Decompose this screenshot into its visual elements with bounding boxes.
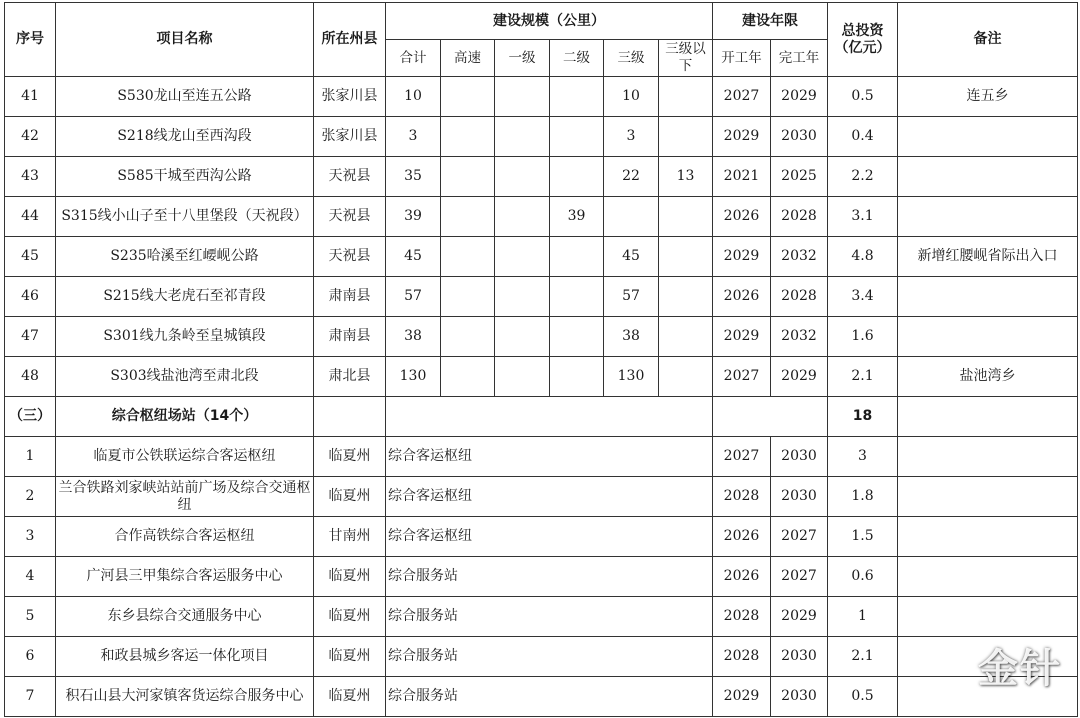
- row-seq: 2: [5, 477, 56, 517]
- row-remark: [898, 197, 1078, 237]
- row-investment: 0.6: [828, 557, 898, 597]
- row-project-name: S530龙山至连五公路: [56, 77, 314, 117]
- row-seq: 41: [5, 77, 56, 117]
- row-investment: 2.1: [828, 637, 898, 677]
- table-row: [5, 317, 1078, 357]
- row-below3-km: 13: [659, 157, 713, 197]
- row-end-year: 2028: [771, 277, 828, 317]
- row-end-year: 2029: [771, 597, 828, 637]
- row-seq: 5: [5, 597, 56, 637]
- row-grade2-km: [550, 117, 604, 157]
- row-project-name: S301线九条岭至皇城镇段: [56, 317, 314, 357]
- row-county: 天祝县: [314, 157, 386, 197]
- table-row: [5, 477, 1078, 517]
- subheader-grade2: 二级: [550, 40, 604, 77]
- row-remark: 连五乡: [898, 77, 1078, 117]
- row-total-km: 130: [386, 357, 441, 397]
- row-expressway-km: [441, 357, 495, 397]
- subheader-end: 完工年: [771, 40, 828, 77]
- row-seq: 3: [5, 517, 56, 557]
- row-below3-km: [659, 317, 713, 357]
- row-county: 临夏州: [314, 677, 386, 717]
- header-scale: 建设规模（公里）: [386, 3, 713, 40]
- row-county: 张家川县: [314, 117, 386, 157]
- row-start-year: 2028: [713, 637, 771, 677]
- row-total-km: 57: [386, 277, 441, 317]
- row-scale: 综合客运枢纽: [386, 437, 713, 477]
- row-below3-km: [659, 357, 713, 397]
- header-years: 建设年限: [713, 3, 828, 40]
- row-project-name: 合作高铁综合客运枢纽: [56, 517, 314, 557]
- row-grade3-km: 22: [604, 157, 659, 197]
- header-remark: 备注: [898, 3, 1078, 77]
- row-total-km: 38: [386, 317, 441, 357]
- section-years: [713, 397, 828, 437]
- subheader-grade1: 一级: [495, 40, 550, 77]
- row-expressway-km: [441, 157, 495, 197]
- row-project-name: S315线小山子至十八里堡段（天祝段）: [56, 197, 314, 237]
- row-grade1-km: [495, 317, 550, 357]
- row-remark: [898, 557, 1078, 597]
- row-total-km: 3: [386, 117, 441, 157]
- row-county: 甘南州: [314, 517, 386, 557]
- row-start-year: 2027: [713, 357, 771, 397]
- row-start-year: 2026: [713, 197, 771, 237]
- row-end-year: 2032: [771, 317, 828, 357]
- row-grade1-km: [495, 197, 550, 237]
- row-grade3-km: 57: [604, 277, 659, 317]
- table-row: [5, 437, 1078, 477]
- row-project-name: S215线大老虎石至祁青段: [56, 277, 314, 317]
- row-start-year: 2029: [713, 317, 771, 357]
- table-row: [5, 557, 1078, 597]
- row-remark: [898, 317, 1078, 357]
- table-body: [5, 3, 1078, 717]
- subheader-below3: 三级以下: [659, 40, 713, 77]
- row-end-year: 2030: [771, 477, 828, 517]
- subheader-total: 合计: [386, 40, 441, 77]
- row-grade1-km: [495, 157, 550, 197]
- row-county: 肃南县: [314, 317, 386, 357]
- row-grade2-km: [550, 77, 604, 117]
- header-row: [5, 3, 1078, 40]
- row-county: 临夏州: [314, 637, 386, 677]
- row-remark: [898, 597, 1078, 637]
- row-grade2-km: [550, 357, 604, 397]
- row-start-year: 2029: [713, 117, 771, 157]
- row-project-name: 兰合铁路刘家峡站站前广场及综合交通枢纽: [56, 477, 314, 517]
- row-project-name: S585干城至西沟公路: [56, 157, 314, 197]
- section-remark: [898, 397, 1078, 437]
- row-start-year: 2026: [713, 277, 771, 317]
- table-row: [5, 357, 1078, 397]
- row-investment: 3: [828, 437, 898, 477]
- row-grade2-km: [550, 157, 604, 197]
- row-remark: [898, 477, 1078, 517]
- header-county: 所在州县: [314, 3, 386, 77]
- row-county: 临夏州: [314, 597, 386, 637]
- row-county: 临夏州: [314, 557, 386, 597]
- row-seq: 43: [5, 157, 56, 197]
- row-seq: 42: [5, 117, 56, 157]
- row-project-name: S218线龙山至西沟段: [56, 117, 314, 157]
- row-investment: 1: [828, 597, 898, 637]
- header-investment: 总投资（亿元）: [828, 3, 898, 77]
- row-end-year: 2028: [771, 197, 828, 237]
- table-row: [5, 597, 1078, 637]
- row-expressway-km: [441, 197, 495, 237]
- table-row: [5, 237, 1078, 277]
- row-grade2-km: 39: [550, 197, 604, 237]
- section-title: 综合枢纽场站（14个）: [56, 397, 314, 437]
- row-remark: 新增红腰岘省际出入口: [898, 237, 1078, 277]
- row-grade1-km: [495, 77, 550, 117]
- subheader-start: 开工年: [713, 40, 771, 77]
- row-end-year: 2029: [771, 77, 828, 117]
- row-grade3-km: 3: [604, 117, 659, 157]
- row-project-name: 积石山县大河家镇客货运综合服务中心: [56, 677, 314, 717]
- row-start-year: 2026: [713, 557, 771, 597]
- row-investment: 3.4: [828, 277, 898, 317]
- row-seq: 47: [5, 317, 56, 357]
- row-remark: [898, 157, 1078, 197]
- row-total-km: 45: [386, 237, 441, 277]
- table-row: [5, 677, 1078, 717]
- table-row: [5, 157, 1078, 197]
- table-row: [5, 277, 1078, 317]
- row-seq: 44: [5, 197, 56, 237]
- row-grade1-km: [495, 237, 550, 277]
- row-grade3-km: 130: [604, 357, 659, 397]
- row-expressway-km: [441, 117, 495, 157]
- row-total-km: 10: [386, 77, 441, 117]
- row-end-year: 2027: [771, 557, 828, 597]
- row-scale: 综合客运枢纽: [386, 517, 713, 557]
- row-start-year: 2027: [713, 437, 771, 477]
- row-investment: 1.5: [828, 517, 898, 557]
- row-end-year: 2030: [771, 117, 828, 157]
- row-project-name: S303线盐池湾至肃北段: [56, 357, 314, 397]
- subheader-expressway: 高速: [441, 40, 495, 77]
- row-investment: 2.1: [828, 357, 898, 397]
- row-end-year: 2029: [771, 357, 828, 397]
- row-county: 天祝县: [314, 237, 386, 277]
- row-grade2-km: [550, 317, 604, 357]
- row-seq: 4: [5, 557, 56, 597]
- table-row: [5, 117, 1078, 157]
- row-start-year: 2027: [713, 77, 771, 117]
- row-remark: [898, 437, 1078, 477]
- row-scale: 综合服务站: [386, 637, 713, 677]
- row-project-name: 广河县三甲集综合客运服务中心: [56, 557, 314, 597]
- project-table: [4, 2, 1078, 717]
- row-seq: 7: [5, 677, 56, 717]
- row-grade1-km: [495, 357, 550, 397]
- row-start-year: 2028: [713, 477, 771, 517]
- section-county: [314, 397, 386, 437]
- row-investment: 1.6: [828, 317, 898, 357]
- row-county: 临夏州: [314, 437, 386, 477]
- row-county: 天祝县: [314, 197, 386, 237]
- row-remark: [898, 277, 1078, 317]
- row-grade2-km: [550, 277, 604, 317]
- row-start-year: 2026: [713, 517, 771, 557]
- row-investment: 0.5: [828, 677, 898, 717]
- section-seq: （三）: [5, 397, 56, 437]
- row-grade1-km: [495, 277, 550, 317]
- row-start-year: 2029: [713, 237, 771, 277]
- row-expressway-km: [441, 317, 495, 357]
- row-investment: 0.5: [828, 77, 898, 117]
- row-grade3-km: [604, 197, 659, 237]
- row-below3-km: [659, 77, 713, 117]
- row-grade3-km: 38: [604, 317, 659, 357]
- row-scale: 综合服务站: [386, 597, 713, 637]
- row-end-year: 2030: [771, 637, 828, 677]
- row-seq: 45: [5, 237, 56, 277]
- row-investment: 4.8: [828, 237, 898, 277]
- table-row: [5, 517, 1078, 557]
- row-project-name: 和政县城乡客运一体化项目: [56, 637, 314, 677]
- section-scale: [386, 397, 713, 437]
- row-grade3-km: 10: [604, 77, 659, 117]
- row-seq: 48: [5, 357, 56, 397]
- row-expressway-km: [441, 277, 495, 317]
- row-start-year: 2028: [713, 597, 771, 637]
- row-end-year: 2030: [771, 677, 828, 717]
- row-grade3-km: 45: [604, 237, 659, 277]
- table-row: [5, 77, 1078, 117]
- row-expressway-km: [441, 77, 495, 117]
- row-below3-km: [659, 197, 713, 237]
- row-county: 张家川县: [314, 77, 386, 117]
- row-scale: 综合服务站: [386, 677, 713, 717]
- row-county: 肃北县: [314, 357, 386, 397]
- row-remark: [898, 517, 1078, 557]
- row-remark: 盐池湾乡: [898, 357, 1078, 397]
- section-investment: 18: [828, 397, 898, 437]
- row-grade2-km: [550, 237, 604, 277]
- table-row: [5, 637, 1078, 677]
- row-scale: 综合客运枢纽: [386, 477, 713, 517]
- row-below3-km: [659, 237, 713, 277]
- row-remark: [898, 117, 1078, 157]
- row-start-year: 2021: [713, 157, 771, 197]
- row-start-year: 2029: [713, 677, 771, 717]
- row-expressway-km: [441, 237, 495, 277]
- row-project-name: S235哈溪至红崾岘公路: [56, 237, 314, 277]
- section-row: [5, 397, 1078, 437]
- row-investment: 1.8: [828, 477, 898, 517]
- row-investment: 0.4: [828, 117, 898, 157]
- row-scale: 综合服务站: [386, 557, 713, 597]
- header-name: 项目名称: [56, 3, 314, 77]
- row-end-year: 2032: [771, 237, 828, 277]
- row-investment: 2.2: [828, 157, 898, 197]
- row-end-year: 2027: [771, 517, 828, 557]
- row-end-year: 2030: [771, 437, 828, 477]
- row-county: 肃南县: [314, 277, 386, 317]
- subheader-grade3: 三级: [604, 40, 659, 77]
- header-seq: 序号: [5, 3, 56, 77]
- row-seq: 6: [5, 637, 56, 677]
- row-below3-km: [659, 117, 713, 157]
- row-grade1-km: [495, 117, 550, 157]
- table-row: [5, 197, 1078, 237]
- row-investment: 3.1: [828, 197, 898, 237]
- row-below3-km: [659, 277, 713, 317]
- row-project-name: 东乡县综合交通服务中心: [56, 597, 314, 637]
- row-seq: 46: [5, 277, 56, 317]
- row-total-km: 39: [386, 197, 441, 237]
- row-seq: 1: [5, 437, 56, 477]
- row-county: 临夏州: [314, 477, 386, 517]
- row-project-name: 临夏市公铁联运综合客运枢纽: [56, 437, 314, 477]
- row-end-year: 2025: [771, 157, 828, 197]
- row-total-km: 35: [386, 157, 441, 197]
- watermark-logo: 金针: [978, 646, 1062, 692]
